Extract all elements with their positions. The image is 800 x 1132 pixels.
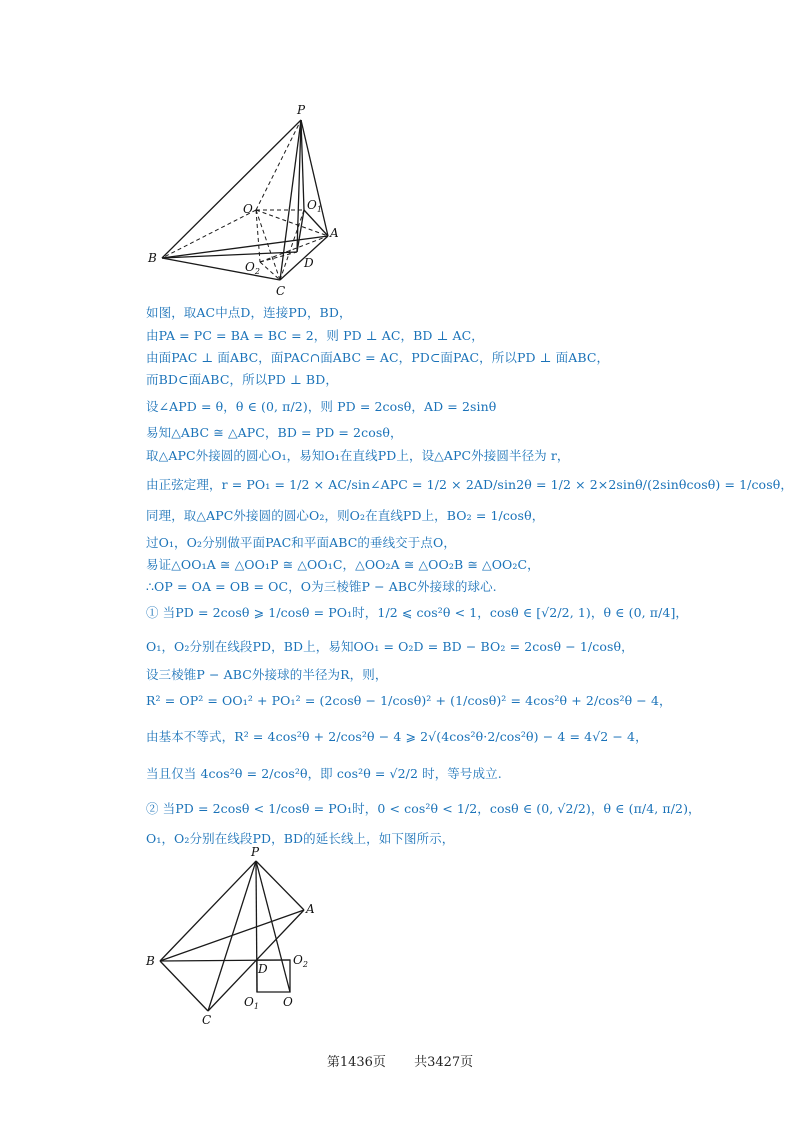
- solution-line: 同理，取△APC外接圆的圆心O₂，则O₂在直线PD上，BO₂ = 1/cosθ，: [146, 508, 545, 523]
- edge-BA: [160, 910, 304, 961]
- label-D: D: [304, 256, 314, 270]
- solution-line: ∴OP = OA = OB = OC，O为三棱锥P − ABC外接球的球心.: [146, 579, 497, 594]
- dash-O-P: [256, 120, 301, 210]
- solution-line: R² = OP² = OO₁² + PO₁² = (2cosθ − 1/cosθ)² + (1/cosθ)² = 4cos²θ + 2/cos²θ − 4，: [146, 693, 672, 708]
- label-D: D: [258, 962, 268, 976]
- label-O2: $O_2$: [245, 260, 260, 276]
- label-P: P: [251, 845, 260, 859]
- label-O1: $O_1$: [307, 198, 322, 214]
- solution-line: O₁，O₂分别在线段PD，BD的延长线上，如下图所示，: [146, 831, 455, 846]
- solution-line: 易知△ABC ≅ △APC，BD = PD = 2cosθ，: [146, 425, 403, 440]
- label-B: B: [148, 251, 157, 265]
- page-number: 第1436页: [326, 1055, 386, 1070]
- label-A: A: [330, 226, 339, 240]
- solution-line: 当且仅当 4cos²θ = 2/cos²θ，即 cos²θ = √2/2 时，等号成立.: [146, 766, 502, 781]
- label-C: C: [276, 284, 286, 298]
- label-O2: $O_2$: [293, 953, 308, 969]
- solution-line: 设三棱锥P − ABC外接球的半径为R，则，: [146, 667, 388, 682]
- edge-PA: [301, 120, 328, 236]
- edge-PA: [256, 861, 304, 910]
- solution-line: 取△APC外接圆的圆心O₁，易知O₁在直线PD上，设△APC外接圆半径为 r，: [146, 448, 570, 463]
- solution-line: 由面PAC ⊥ 面ABC，面PAC∩面ABC = AC，PD⊂面PAC，所以PD ⊥ 面ABC，: [146, 350, 610, 365]
- total-pages: 共3427页: [414, 1055, 474, 1070]
- label-O: O: [283, 995, 293, 1009]
- solution-line: 而BD⊂面ABC，所以PD ⊥ BD，: [146, 372, 338, 387]
- solution-line: 易证△OO₁A ≅ △OO₁P ≅ △OO₁C，△OO₂A ≅ △OO₂B ≅ △OO₂C，: [146, 557, 540, 572]
- label-B: B: [146, 954, 155, 968]
- label-C: C: [202, 1013, 212, 1027]
- solution-line: 过O₁，O₂分别做平面PAC和平面ABC的垂线交于点O，: [146, 535, 456, 550]
- label-A: A: [306, 902, 315, 916]
- label-O: O: [243, 202, 253, 216]
- solution-line: 由基本不等式，R² = 4cos²θ + 2/cos²θ − 4 ⩾ 2√(4cos²θ·2/cos²θ) − 4 = 4√2 − 4，: [146, 729, 648, 744]
- solution-line: 设∠APD = θ，θ ∈ (0, π/2)，则 PD = 2cosθ，AD = 2sinθ: [146, 399, 497, 414]
- solution-line: 由PA = PC = BA = BC = 2，则 PD ⊥ AC，BD ⊥ AC，: [146, 328, 484, 343]
- page-footer: [0, 1051, 800, 1070]
- solution-line: ① 当PD = 2cosθ ⩾ 1/cosθ = PO₁时，1/2 ⩽ cos²θ < 1，cosθ ∈ [√2/2, 1)，θ ∈ (0, π/4]，: [146, 605, 689, 620]
- solution-line: 由正弦定理，r = PO₁ = 1/2 × AC/sin∠APC = 1/2 × 2AD/sin2θ = 1/2 × 2×2sinθ/(2sinθcosθ) = 1/cosθ，: [146, 477, 793, 492]
- dash-O-B: [162, 210, 256, 258]
- solution-line: 如图，取AC中点D，连接PD，BD，: [146, 305, 352, 320]
- pyramid-figure-bottom: [140, 846, 340, 1028]
- pyramid-figure-top: [140, 100, 350, 300]
- label-O1: $O_1$: [244, 995, 259, 1011]
- solution-line: O₁，O₂分别在线段PD，BD上，易知OO₁ = O₂D = BD − BO₂ = 2cosθ − 1/cosθ，: [146, 639, 634, 654]
- edge-PB: [160, 861, 256, 961]
- edge-PB: [162, 120, 301, 258]
- edge-BC: [160, 961, 208, 1011]
- solution-line: ② 当PD = 2cosθ < 1/cosθ = PO₁时，0 < cos²θ < 1/2，cosθ ∈ (0, √2/2)，θ ∈ (π/4, π/2)，: [146, 801, 701, 816]
- label-P: P: [297, 103, 306, 117]
